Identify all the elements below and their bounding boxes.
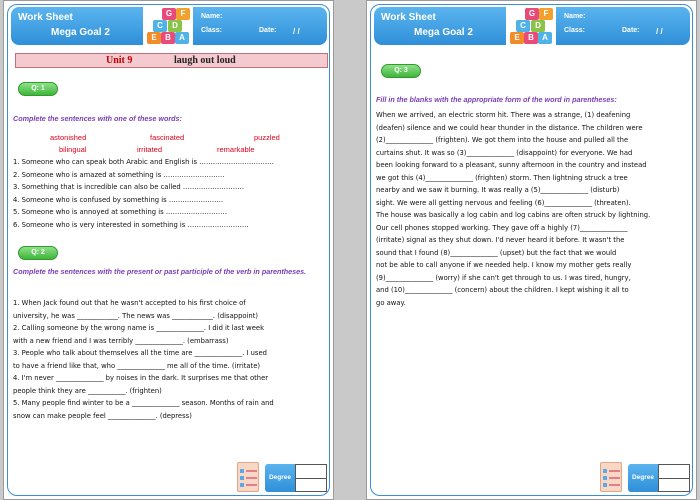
- block-f: F: [176, 8, 190, 20]
- degree-label: Degree: [265, 464, 295, 492]
- passage-line: Our cell phones stopped working. They gave off a highly (7)______________: [376, 223, 628, 232]
- block-c: C: [516, 20, 530, 32]
- passage-line: and (10)______________ (concern) about the children. I kept wishing it all to: [376, 286, 629, 294]
- passage-line: sound that I found (8)______________ (upset) but the fact that we would: [376, 248, 617, 257]
- date-value: / /: [656, 27, 663, 36]
- class-label: Class:: [201, 27, 223, 34]
- block-c: C: [153, 20, 167, 32]
- question-2-instruction: Complete the sentences with the present or past participle of the verb in parentheses.: [13, 267, 307, 276]
- list-item: 4. I'm never ______________ by noises in the dark. It surprises me that other: [13, 374, 269, 382]
- question-1-badge: Q: 1: [18, 82, 58, 96]
- question-1-list: [13, 156, 274, 231]
- passage-line: not be able to call anyone if we needed help. I know my mother gets really: [376, 261, 632, 269]
- unit-banner: [15, 53, 328, 68]
- list-item: to have a friend like that, who ______________ me all of the time. (irritate): [13, 361, 261, 370]
- question-2-badge: Q: 2: [18, 246, 58, 260]
- degree-box: [295, 464, 327, 492]
- list-item: snow can make people feel ______________. (depress): [13, 411, 192, 420]
- page-header: [374, 7, 690, 45]
- list-item: 2. Calling someone by the wrong name is ______________. I did it last week: [13, 324, 265, 332]
- worksheet-page-1: [3, 0, 334, 500]
- name-label: Name:: [201, 13, 223, 20]
- degree-box: [658, 464, 690, 492]
- word-bank-item: astonished: [50, 133, 87, 142]
- block-a: A: [538, 32, 552, 44]
- name-label: Name:: [564, 13, 586, 20]
- list-item: 5. Someone who is annoyed at something is ………………………: [13, 208, 228, 216]
- question-3-badge: Q: 3: [381, 64, 421, 78]
- date-label: Date:: [622, 27, 640, 34]
- passage-line: (2)______________ (frighten). We got them into the house and pulled all the: [376, 136, 629, 144]
- block-g: G: [525, 8, 539, 20]
- degree-footer: [600, 462, 692, 494]
- list-item: 4. Someone who is confused by something is ……………………: [13, 195, 224, 204]
- block-a: A: [175, 32, 189, 44]
- word-bank-item: irritated: [137, 145, 163, 154]
- list-item: 3. People who talk about themselves all the time are ______________. I used: [13, 349, 267, 357]
- passage-line: nearby and we saw it burning. It was really a (5)______________ (disturb): [376, 186, 620, 194]
- block-d: D: [531, 20, 545, 32]
- unit-number: Unit 9: [106, 55, 133, 66]
- question-1-instruction: Complete the sentences with one of these words:: [13, 114, 182, 123]
- worksheet-title: Work Sheet: [381, 12, 436, 23]
- word-bank-item: remarkable: [217, 145, 255, 154]
- word-bank-item: bilingual: [59, 145, 87, 154]
- list-item: university, he was ____________. The news was ____________. (disappoint): [13, 311, 259, 320]
- passage-line: curtains shut. It was so (3)______________ (disappoint) for everyone. We had: [376, 148, 633, 157]
- block-g: G: [162, 8, 176, 20]
- worksheet-subtitle: Mega Goal 2: [414, 27, 473, 38]
- passage-line: The house was basically a log cabin and log cabins are often struck by lightning.: [376, 211, 651, 219]
- unit-title: laugh out loud: [174, 55, 236, 66]
- block-b: B: [161, 32, 175, 44]
- block-e: E: [510, 32, 524, 44]
- list-item: 5. Many people find winter to be a ______________ season. Months of rain and: [13, 399, 274, 407]
- word-bank-item: fascinated: [150, 133, 185, 142]
- page-header: [11, 7, 327, 45]
- block-d: D: [168, 20, 182, 32]
- passage-line: we got this (4)______________ (frighten) storm. Then lightning struck a tree: [376, 173, 628, 182]
- list-item: with a new friend and I was terribly ______________. (embarrass): [13, 336, 229, 345]
- clipboard-icon: [600, 462, 622, 492]
- worksheet-page-2: [366, 0, 697, 500]
- date-label: Date:: [259, 27, 277, 34]
- list-item: 2. Someone who is amazed at something is ………………………: [13, 170, 225, 179]
- passage-line: When we arrived, an electric storm hit. There was a strange, (1) deafening: [376, 111, 631, 119]
- header-title-panel: [374, 7, 506, 45]
- question-2-list: [13, 297, 274, 422]
- degree-label: Degree: [628, 464, 658, 492]
- list-item: 1. Someone who can speak both Arabic and English is ……………………………: [13, 158, 274, 166]
- passage-line: been looking forward to a pleasant, sunny afternoon in the country and instead: [376, 161, 647, 169]
- passage-line: sight. We were all getting nervous and feeling (6)______________ (threaten).: [376, 198, 631, 207]
- list-item: 6. Someone who is very interested in something is ………………………: [13, 220, 249, 229]
- alphabet-blocks-logo: [510, 8, 554, 45]
- word-bank-item: puzzled: [254, 133, 280, 142]
- passage-line: go away.: [376, 298, 406, 307]
- worksheet-title: Work Sheet: [18, 12, 73, 23]
- degree-footer: [237, 462, 329, 494]
- worksheet-subtitle: Mega Goal 2: [51, 27, 110, 38]
- list-item: 1. When Jack found out that he wasn't accepted to his first choice of: [13, 299, 246, 307]
- block-e: E: [147, 32, 161, 44]
- alphabet-blocks-logo: [147, 8, 191, 45]
- header-info-panel: [556, 7, 690, 45]
- question-3-passage: [376, 109, 694, 309]
- clipboard-icon: [237, 462, 259, 492]
- header-info-panel: [193, 7, 327, 45]
- question-3-instruction: Fill in the blanks with the appropriate form of the word in parentheses:: [376, 95, 617, 104]
- block-b: B: [524, 32, 538, 44]
- passage-line: (9)______________ (worry) if she can't get through to us. I was tired, hungry,: [376, 273, 631, 282]
- header-title-panel: [11, 7, 143, 45]
- date-value: / /: [293, 27, 300, 36]
- passage-line: (deafen) silence and we could hear thunder in the distance. The children were: [376, 123, 643, 132]
- passage-line: (irritate) signal as they shut down. I'd never heard it before. It wasn't the: [376, 236, 625, 244]
- list-item: 3. Something that is incredible can also be called ………………………: [13, 183, 245, 191]
- class-label: Class:: [564, 27, 586, 34]
- block-f: F: [539, 8, 553, 20]
- list-item: people think they are ___________. (frighten): [13, 386, 162, 395]
